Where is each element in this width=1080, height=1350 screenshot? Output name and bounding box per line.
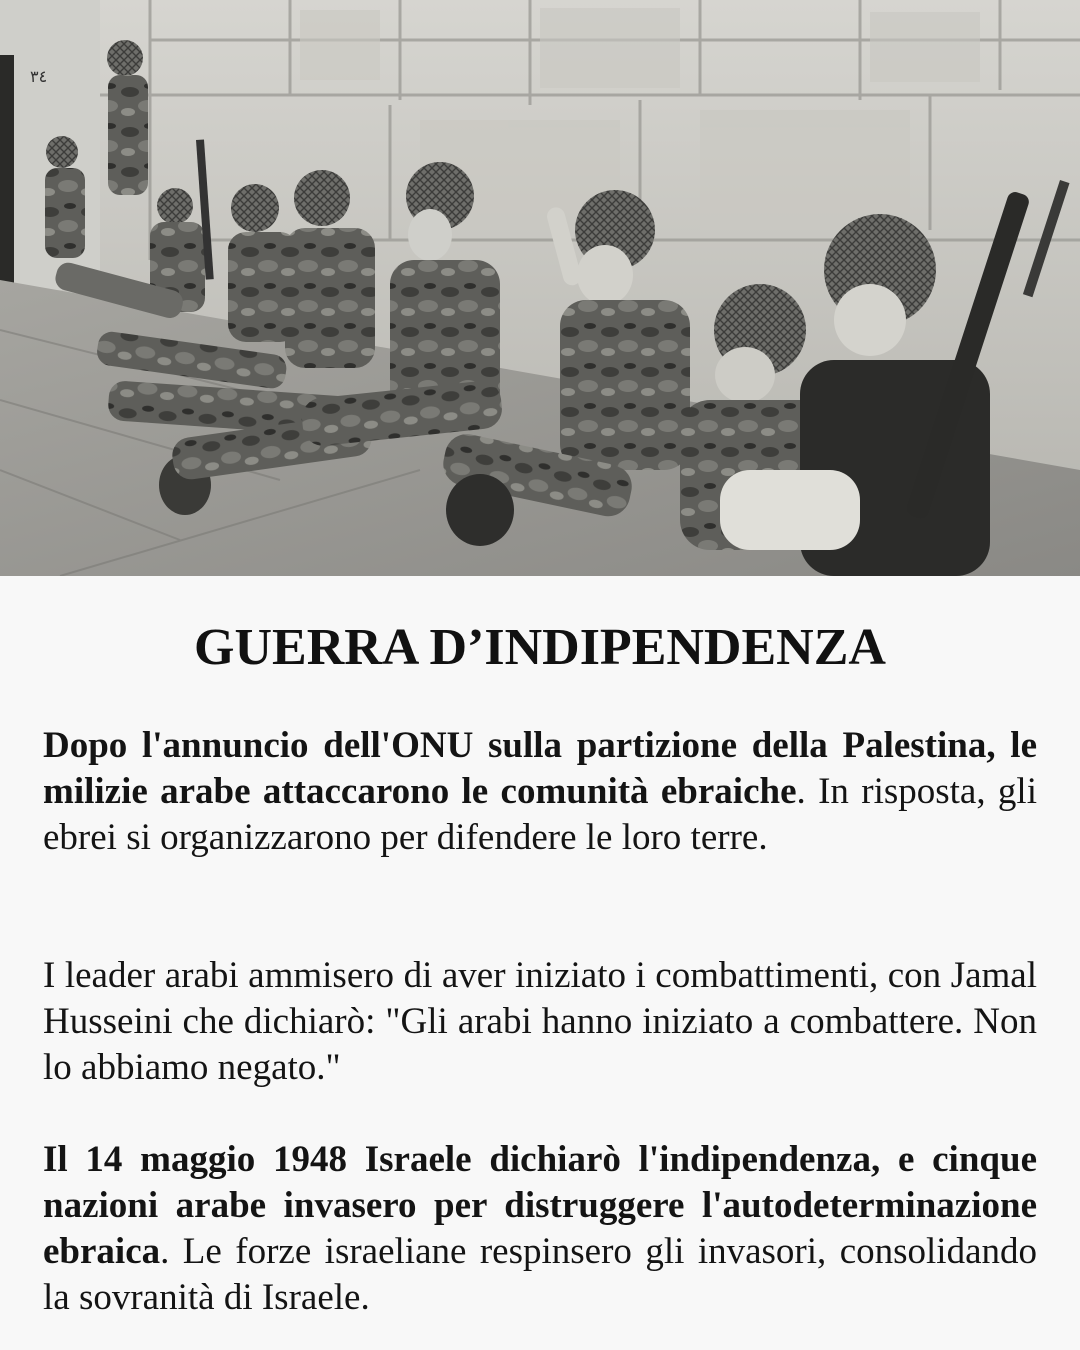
paragraph-3	[43, 1137, 1037, 1321]
paragraph-1	[43, 723, 1037, 861]
paragraph-2	[43, 953, 1037, 1091]
photo-illustration	[0, 0, 1080, 576]
paragraph-2-text: I leader arabi ammisero di aver iniziato i combattimenti, con Jamal Husseini che dichiarò: "Gli arabi hanno iniziato a combattere. Non lo abbiamo negato."	[43, 955, 1037, 1088]
paragraph-1-text: . In risposta, gli ebrei si organizzarono per difendere le loro terre.	[43, 771, 1037, 858]
paragraph-1-bold: Dopo l'annuncio dell'ONU sulla partizione della Palestina, le milizie arabe attaccarono le comunità ebraiche	[43, 725, 1037, 812]
wall-sign: ٣٤	[30, 67, 48, 86]
page-title: GUERRA D’INDIPENDENZA	[194, 619, 886, 676]
soldiers-photo	[0, 0, 1080, 576]
paragraph-3-bold: Il 14 maggio 1948 Israele dichiarò l'indipendenza, e cinque nazioni arabe invasero per distruggere l'autodeterminazione ebraica	[43, 1139, 1037, 1272]
paragraph-3-text: . Le forze israeliane respinsero gli invasori, consolidando la sovranità di Israele.	[43, 1231, 1037, 1318]
